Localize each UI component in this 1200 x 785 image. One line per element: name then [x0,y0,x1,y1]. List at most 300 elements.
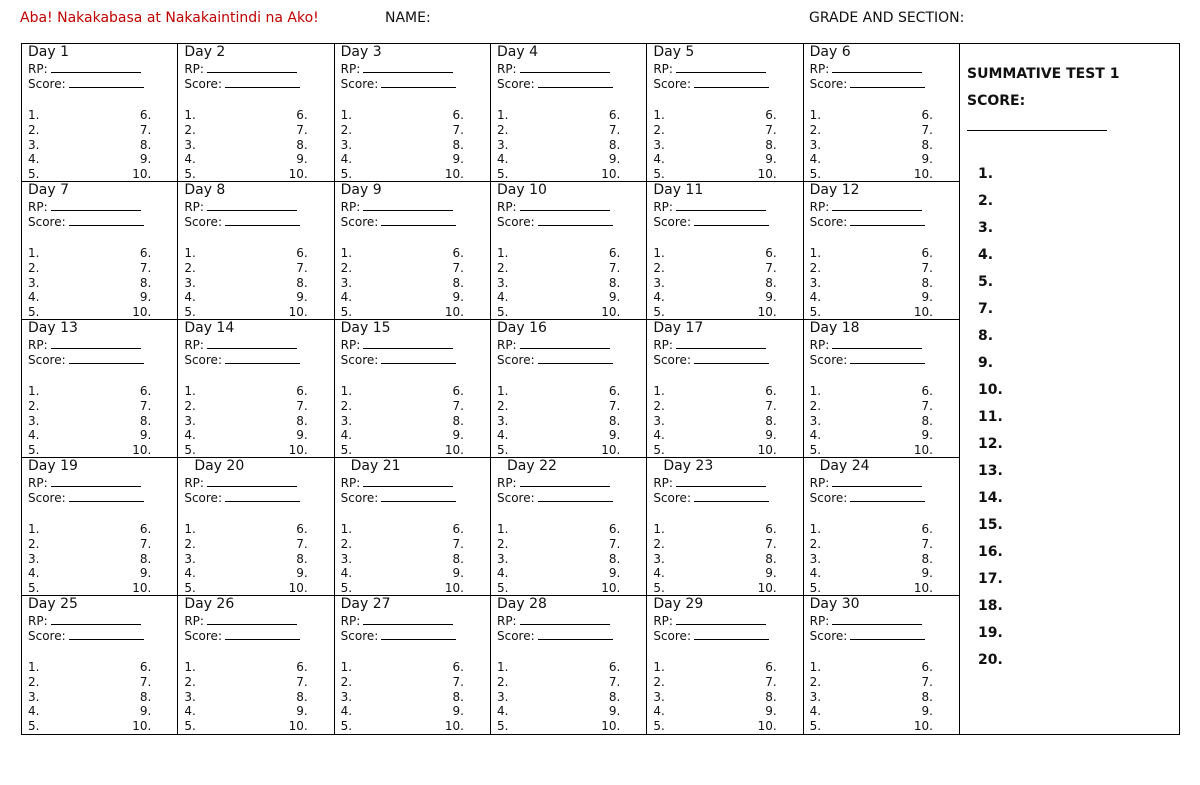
item-number: 6. [608,384,621,398]
score-blank-line [538,490,613,502]
item-number: 10. [132,167,152,182]
score-label: Score: [653,215,691,229]
item-number: 9. [296,704,308,719]
item-number: 6. [139,384,152,398]
item-number: 6. [452,246,464,260]
item-number: 7. [296,536,308,551]
score-field [28,352,144,367]
score-label: Score: [184,215,222,229]
item-number: 7. [608,536,621,551]
item-row [341,443,482,458]
item-number: 1. [653,660,665,674]
score-label: Score: [184,353,222,367]
rp-label: RP: [28,200,48,214]
item-row [653,399,794,414]
item-number: 5. [340,581,353,596]
item-number: 8. [296,137,308,152]
item-row [28,552,169,567]
score-field [341,352,457,367]
item-number: 4. [653,566,665,581]
day-cell [804,458,960,596]
item-number: 4. [184,428,196,443]
item-number: 6. [765,660,777,674]
rp-blank-line [520,337,610,349]
day-cell [22,596,178,734]
item-row [810,704,951,719]
score-field [28,628,144,643]
item-number: 7. [452,674,464,689]
rp-field [810,199,923,214]
score-blank-line [850,490,925,502]
summative-item-number: 4. [978,247,994,263]
item-number: 2. [496,398,509,413]
item-row [28,138,169,153]
item-number: 2. [496,674,509,689]
item-row [341,246,482,261]
item-number: 8. [139,275,152,290]
rp-blank-line [51,475,141,487]
item-numbers [497,522,638,596]
item-number: 1. [340,522,353,536]
item-number: 4. [184,290,196,305]
item-number: 1. [184,522,196,536]
item-number: 10. [757,305,777,320]
item-number: 8. [608,137,621,152]
item-row [653,428,794,443]
header [20,10,1180,30]
rp-field [28,337,141,352]
item-number: 7. [139,674,152,689]
item-number: 3. [496,275,509,290]
summative-item-number: 19. [978,625,1003,641]
item-numbers [184,522,325,596]
score-label: Score: [28,629,66,643]
item-number: 5. [809,443,822,458]
item-row [28,522,169,537]
rp-blank-line [832,613,922,625]
item-number: 2. [809,260,822,275]
item-number: 1. [184,384,196,398]
rp-field [341,61,454,76]
rp-field [184,613,297,628]
item-number: 6. [296,660,308,674]
item-number: 5. [184,305,196,320]
score-label: Score: [809,353,848,367]
score-field [184,352,300,367]
item-row [497,399,638,414]
score-field [653,490,769,505]
item-number: 2. [809,122,822,137]
score-field [810,628,926,643]
item-number: 10. [913,443,933,458]
item-row [497,384,638,399]
day-label: Day 29 [653,596,704,612]
item-row [28,261,169,276]
rp-blank-line [51,613,141,625]
item-row [653,167,794,182]
item-number: 3. [28,551,40,566]
item-row [28,123,169,138]
rp-field [653,337,766,352]
rp-field [28,613,141,628]
item-row [653,675,794,690]
rp-blank-line [363,475,453,487]
day-label: Day 27 [340,596,391,612]
item-number: 3. [809,275,822,290]
day-label: Day 12 [809,182,860,198]
score-field [497,76,613,91]
day-cell [491,320,647,458]
item-number: 8. [608,551,621,566]
item-number: 4. [184,152,196,167]
item-number: 3. [340,689,353,704]
item-number: 4. [496,428,509,443]
item-number: 6. [608,660,621,674]
item-number: 4. [28,704,40,719]
item-number: 9. [452,566,464,581]
item-number: 2. [809,398,822,413]
item-number: 5. [496,719,509,734]
item-number: 3. [653,275,665,290]
item-number: 4. [496,704,509,719]
day-label: Day 7 [28,182,70,198]
score-field [497,214,613,229]
item-number: 4. [809,704,822,719]
item-number: 8. [765,275,777,290]
rp-blank-line [363,61,453,73]
item-row [810,152,951,167]
item-numbers [810,660,951,734]
item-row [497,305,638,320]
score-label: Score: [28,491,66,505]
score-field [653,214,769,229]
score-label: Score: [340,629,379,643]
item-numbers [810,108,951,182]
item-row [184,690,325,705]
item-number: 1. [496,522,509,536]
score-blank-line [850,628,925,640]
item-number: 7. [452,122,464,137]
score-blank-line [694,352,769,364]
item-number: 4. [28,428,40,443]
item-number: 8. [296,275,308,290]
item-number: 8. [608,413,621,428]
item-number: 10. [444,305,464,320]
day-cell [804,320,960,458]
item-row [497,537,638,552]
item-row [341,704,482,719]
day-cell [804,596,960,734]
item-numbers [810,384,951,458]
score-field [184,76,300,91]
rp-label: RP: [184,62,204,76]
rp-blank-line [832,61,922,73]
item-row [653,719,794,734]
item-number: 4. [340,428,353,443]
score-blank-line [69,76,144,88]
item-number: 6. [921,246,933,260]
item-row [653,276,794,291]
item-number: 10. [913,581,933,596]
item-number: 3. [496,551,509,566]
summative-item-number: 11. [978,409,1003,425]
item-number: 9. [452,290,464,305]
item-row [341,305,482,320]
item-number: 4. [653,290,665,305]
score-label: Score: [28,215,66,229]
item-row [341,384,482,399]
item-number: 9. [452,428,464,443]
rp-blank-line [207,475,297,487]
item-number: 3. [340,413,353,428]
item-row [184,428,325,443]
item-row [497,581,638,596]
item-numbers [184,108,325,182]
item-number: 5. [28,719,40,734]
rp-field [810,337,923,352]
item-number: 4. [340,290,353,305]
item-row [497,719,638,734]
summative-item-number: 3. [978,220,994,236]
item-number: 10. [288,167,308,182]
item-number: 9. [139,290,152,305]
item-number: 4. [28,566,40,581]
item-row [810,522,951,537]
item-number: 4. [28,152,40,167]
item-row [653,522,794,537]
item-number: 9. [296,566,308,581]
item-row [653,552,794,567]
item-number: 5. [28,581,40,596]
item-number: 2. [653,122,665,137]
item-row [341,152,482,167]
item-row [810,276,951,291]
item-row [810,675,951,690]
item-number: 6. [765,384,777,398]
item-row [810,552,951,567]
item-row [810,581,951,596]
item-number: 3. [809,551,822,566]
item-number: 10. [288,443,308,458]
score-blank-line [850,214,925,226]
score-label: Score: [809,491,848,505]
item-row [28,152,169,167]
item-row [184,167,325,182]
day-label: Day 16 [496,320,547,336]
item-number: 2. [340,260,353,275]
item-number: 2. [184,122,196,137]
score-blank-line [69,214,144,226]
score-blank-line [694,628,769,640]
item-number: 3. [28,137,40,152]
item-number: 3. [496,689,509,704]
summative-panel [960,44,1179,734]
score-blank-line [69,628,144,640]
item-number: 5. [340,443,353,458]
item-number: 10. [757,443,777,458]
item-row [653,581,794,596]
item-number: 7. [139,536,152,551]
item-row [810,690,951,705]
rp-label: RP: [184,476,204,490]
item-row [653,305,794,320]
item-row [653,152,794,167]
rp-field [184,199,297,214]
item-number: 1. [496,246,509,260]
item-number: 1. [496,660,509,674]
item-number: 9. [765,152,777,167]
item-number: 9. [608,290,621,305]
item-number: 2. [184,536,196,551]
score-sheet [21,43,1180,735]
score-label: Score: [809,215,848,229]
item-row [184,305,325,320]
item-number: 4. [809,152,822,167]
score-label: Score: [184,491,222,505]
item-row [497,552,638,567]
rp-field [497,475,610,490]
item-number: 7. [452,260,464,275]
item-row [653,138,794,153]
day-grid [22,44,960,734]
item-number: 6. [921,660,933,674]
rp-blank-line [51,61,141,73]
item-number: 8. [765,413,777,428]
day-label: Day 6 [809,44,851,60]
item-number: 8. [921,413,933,428]
rp-label: RP: [496,476,517,490]
item-number: 8. [921,689,933,704]
item-row [184,108,325,123]
item-number: 1. [28,660,40,674]
item-row [341,123,482,138]
rp-label: RP: [809,614,830,628]
rp-blank-line [363,337,453,349]
day-label: Day 26 [184,596,235,612]
score-field [653,352,769,367]
day-cell [335,458,491,596]
item-row [28,290,169,305]
item-row [810,660,951,675]
item-row [28,108,169,123]
day-cell [335,182,491,320]
day-cell [804,182,960,320]
score-label: Score: [809,77,848,91]
item-number: 9. [296,290,308,305]
item-numbers [497,660,638,734]
rp-field [28,61,141,76]
day-label: Day 13 [28,320,78,336]
item-row [497,261,638,276]
item-number: 1. [809,108,822,122]
rp-label: RP: [496,200,517,214]
item-row [184,246,325,261]
item-number: 1. [184,660,196,674]
day-label: Day 5 [653,44,695,60]
item-number: 6. [452,660,464,674]
day-cell [647,458,803,596]
item-row [810,290,951,305]
item-number: 1. [653,246,665,260]
item-number: 8. [765,551,777,566]
item-number: 8. [452,689,464,704]
item-row [341,276,482,291]
summative-item-number: 8. [978,328,994,344]
rp-blank-line [832,199,922,211]
item-number: 10. [444,719,464,734]
item-number: 9. [139,704,152,719]
item-number: 1. [496,108,509,122]
item-number: 6. [452,108,464,122]
item-numbers [341,660,482,734]
item-row [653,123,794,138]
item-row [184,552,325,567]
item-number: 7. [608,122,621,137]
item-number: 9. [608,428,621,443]
item-number: 10. [601,443,621,458]
item-row [653,443,794,458]
item-number: 2. [809,674,822,689]
item-number: 6. [765,108,777,122]
day-label: Day 4 [496,44,538,60]
item-row [341,581,482,596]
day-cell [647,44,803,182]
item-number: 6. [608,522,621,536]
item-number: 1. [653,522,665,536]
item-number: 7. [921,674,933,689]
item-number: 5. [809,305,822,320]
item-number: 10. [288,719,308,734]
rp-label: RP: [653,476,673,490]
item-number: 8. [139,137,152,152]
item-row [497,276,638,291]
item-number: 10. [132,581,152,596]
item-row [28,719,169,734]
item-number: 4. [496,566,509,581]
item-row [184,414,325,429]
item-row [184,719,325,734]
item-number: 3. [653,551,665,566]
item-row [497,690,638,705]
rp-label: RP: [184,338,204,352]
item-row [497,522,638,537]
item-numbers [341,522,482,596]
rp-blank-line [676,337,766,349]
item-number: 10. [132,719,152,734]
score-label: Score: [28,353,66,367]
item-row [28,246,169,261]
item-row [184,675,325,690]
rp-field [653,199,766,214]
score-label: Score: [184,77,222,91]
item-number: 8. [608,689,621,704]
item-number: 7. [765,398,777,413]
item-row [341,261,482,276]
score-label: Score: [184,629,222,643]
item-row [341,537,482,552]
item-number: 9. [296,428,308,443]
item-number: 7. [608,674,621,689]
day-cell [22,182,178,320]
item-number: 10. [913,167,933,182]
item-row [810,108,951,123]
rp-field [341,475,454,490]
item-number: 9. [921,704,933,719]
score-field [810,490,926,505]
summative-item-number: 18. [978,598,1003,614]
day-label: Day 10 [496,182,547,198]
item-row [497,660,638,675]
